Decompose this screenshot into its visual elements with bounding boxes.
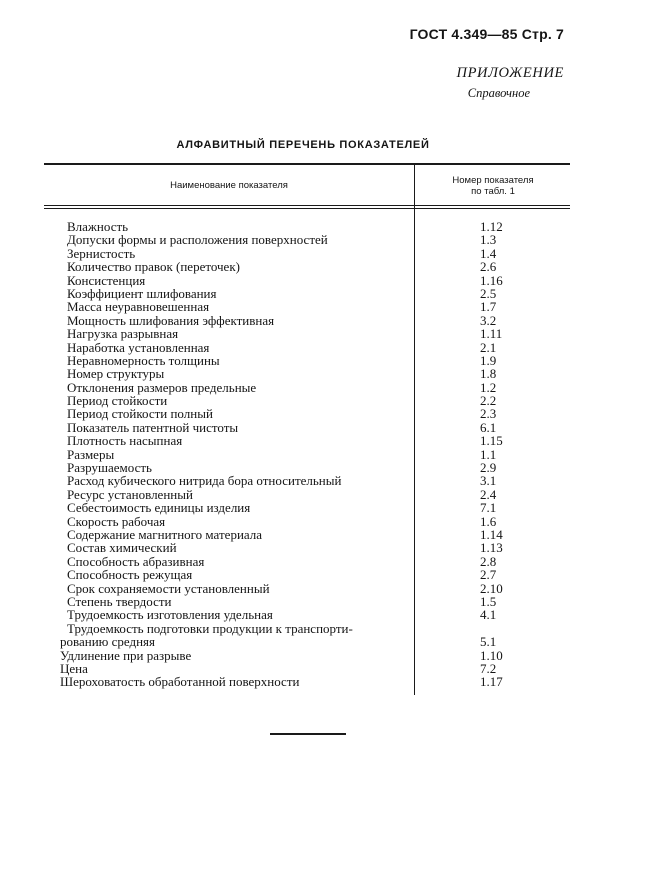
indicator-name: Отклонения размеров предельные <box>67 379 257 395</box>
indicator-number: 1.16 <box>480 272 503 288</box>
indicator-name: Способность абразивная <box>67 553 205 569</box>
table-row <box>60 582 580 595</box>
table-row <box>60 675 580 688</box>
indicator-name: Количество правок (переточек) <box>67 259 240 275</box>
indicator-number: 2.2 <box>480 393 497 409</box>
indicator-name: Допуски формы и расположения поверхностей <box>67 232 328 248</box>
indicator-name: Срок сохраняемости установленный <box>67 580 270 596</box>
table-row <box>60 555 580 568</box>
table-row <box>60 501 580 514</box>
indicator-number: 2.10 <box>480 580 503 596</box>
table-row <box>60 367 580 380</box>
table-row <box>60 421 580 434</box>
table-row <box>60 568 580 581</box>
table-row <box>60 488 580 501</box>
indicator-name: Ресурс установленный <box>67 486 193 502</box>
indicator-number: 2.7 <box>480 567 497 583</box>
table-row <box>60 461 580 474</box>
indicator-number: 3.2 <box>480 312 497 328</box>
column-header-number-line2: по табл. 1 <box>471 186 515 197</box>
indicator-name: Зернистость <box>67 245 136 261</box>
indicator-name: Период стойкости <box>67 393 168 409</box>
table-row <box>60 608 580 621</box>
indicator-name: Неравномерность толщины <box>67 352 220 368</box>
table-row <box>60 541 580 554</box>
indicator-number: 1.2 <box>480 379 497 395</box>
indicator-name: Масса неуравновешенная <box>67 299 210 315</box>
table-row <box>60 220 580 233</box>
indicator-name: Разрушаемость <box>67 460 152 476</box>
indicator-number: 1.15 <box>480 433 503 449</box>
indicator-name: Плотность насыпная <box>67 433 183 449</box>
table-row <box>60 287 580 300</box>
indicator-name: Трудоемкость изготовления удельная <box>67 607 273 623</box>
indicator-name: Расход кубического нитрида бора относительный <box>67 473 342 489</box>
table-body <box>60 220 580 689</box>
indicator-number: 1.14 <box>480 526 503 542</box>
indicator-name: Скорость рабочая <box>67 513 166 529</box>
column-header-number-line1: Номер показателя <box>452 175 534 186</box>
indicator-name: Период стойкости полный <box>67 406 213 422</box>
page-header: ГОСТ 4.349—85 Стр. 7 <box>409 26 564 42</box>
indicator-number: 1.7 <box>480 299 497 315</box>
indicator-name: Состав химический <box>67 540 177 556</box>
indicator-number: 1.13 <box>480 540 503 556</box>
table-row <box>60 381 580 394</box>
indicator-number: 2.8 <box>480 553 497 569</box>
indicator-name: рованию средняя <box>60 634 156 650</box>
indicator-number: 3.1 <box>480 473 497 489</box>
indicator-name: Нагрузка разрывная <box>67 326 179 342</box>
table-row <box>60 233 580 246</box>
indicator-name: Трудоемкость подготовки продукции к транспорти- <box>67 620 353 636</box>
indicator-name: Степень твердости <box>67 593 172 609</box>
indicator-number: 1.6 <box>480 513 497 529</box>
column-header-number <box>418 175 568 197</box>
indicator-number: 2.4 <box>480 486 497 502</box>
table-row <box>60 354 580 367</box>
table-row <box>60 635 580 648</box>
indicator-number: 1.4 <box>480 245 497 261</box>
table-row <box>60 314 580 327</box>
indicator-name: Содержание магнитного материала <box>67 526 263 542</box>
indicator-number: 1.3 <box>480 232 497 248</box>
indicator-name: Способность режущая <box>67 567 193 583</box>
indicator-number: 4.1 <box>480 607 497 623</box>
indicator-number: 2.5 <box>480 285 497 301</box>
table-top-rule <box>44 163 570 165</box>
indicator-number: 5.1 <box>480 634 497 650</box>
indicator-name: Цена <box>60 660 88 676</box>
indicator-number: 2.3 <box>480 406 497 422</box>
indicator-number: 1.8 <box>480 366 497 382</box>
table-row <box>60 394 580 407</box>
indicator-name: Консистенция <box>67 272 146 288</box>
table-row <box>60 448 580 461</box>
table-row <box>60 341 580 354</box>
appendix-title: ПРИЛОЖЕНИЕ <box>456 65 564 81</box>
table-title: АЛФАВИТНЫЙ ПЕРЕЧЕНЬ ПОКАЗАТЕЛЕЙ <box>176 139 430 151</box>
indicator-name: Показатель патентной чистоты <box>67 419 239 435</box>
indicator-name: Влажность <box>67 219 129 234</box>
table-row <box>60 260 580 273</box>
indicator-number: 1.9 <box>480 352 497 368</box>
indicator-number: 2.6 <box>480 259 497 275</box>
table-row <box>60 515 580 528</box>
indicator-number: 1.11 <box>480 326 503 342</box>
table-row <box>60 407 580 420</box>
indicator-name: Себестоимость единицы изделия <box>67 500 251 516</box>
table-row <box>60 300 580 313</box>
table-row <box>60 247 580 260</box>
indicator-name: Шероховатость обработанной поверхности <box>60 674 300 690</box>
table-row <box>60 622 580 635</box>
indicator-name: Наработка установленная <box>67 339 210 355</box>
indicator-number: 1.17 <box>480 674 503 690</box>
table-row <box>60 274 580 287</box>
header-bottom-rule <box>44 205 570 206</box>
indicator-name: Мощность шлифования эффективная <box>67 312 275 328</box>
table-row <box>60 528 580 541</box>
column-header-name: Наименование показателя <box>170 180 288 191</box>
indicator-number: 2.1 <box>480 339 497 355</box>
table-row <box>60 595 580 608</box>
table-row <box>60 434 580 447</box>
indicator-number: 7.1 <box>480 500 497 516</box>
appendix-note: Справочное <box>467 86 530 100</box>
table-row <box>60 649 580 662</box>
header-bottom-rule-2 <box>44 208 570 209</box>
indicator-number: 1.10 <box>480 647 503 663</box>
indicator-number: 7.2 <box>480 660 497 676</box>
indicator-number: 6.1 <box>480 419 497 435</box>
table-row <box>60 474 580 487</box>
indicator-number: 1.5 <box>480 593 497 609</box>
indicator-name: Удлинение при разрыве <box>60 647 192 663</box>
indicator-name: Коэффициент шлифования <box>67 285 217 301</box>
indicator-number: 1.1 <box>480 446 497 462</box>
indicator-number: 1.12 <box>480 219 503 234</box>
table-row <box>60 327 580 340</box>
end-rule <box>270 733 346 735</box>
indicator-name: Размеры <box>67 446 115 462</box>
table-row <box>60 662 580 675</box>
indicator-number: 2.9 <box>480 460 497 476</box>
indicator-name: Номер структуры <box>67 366 165 382</box>
